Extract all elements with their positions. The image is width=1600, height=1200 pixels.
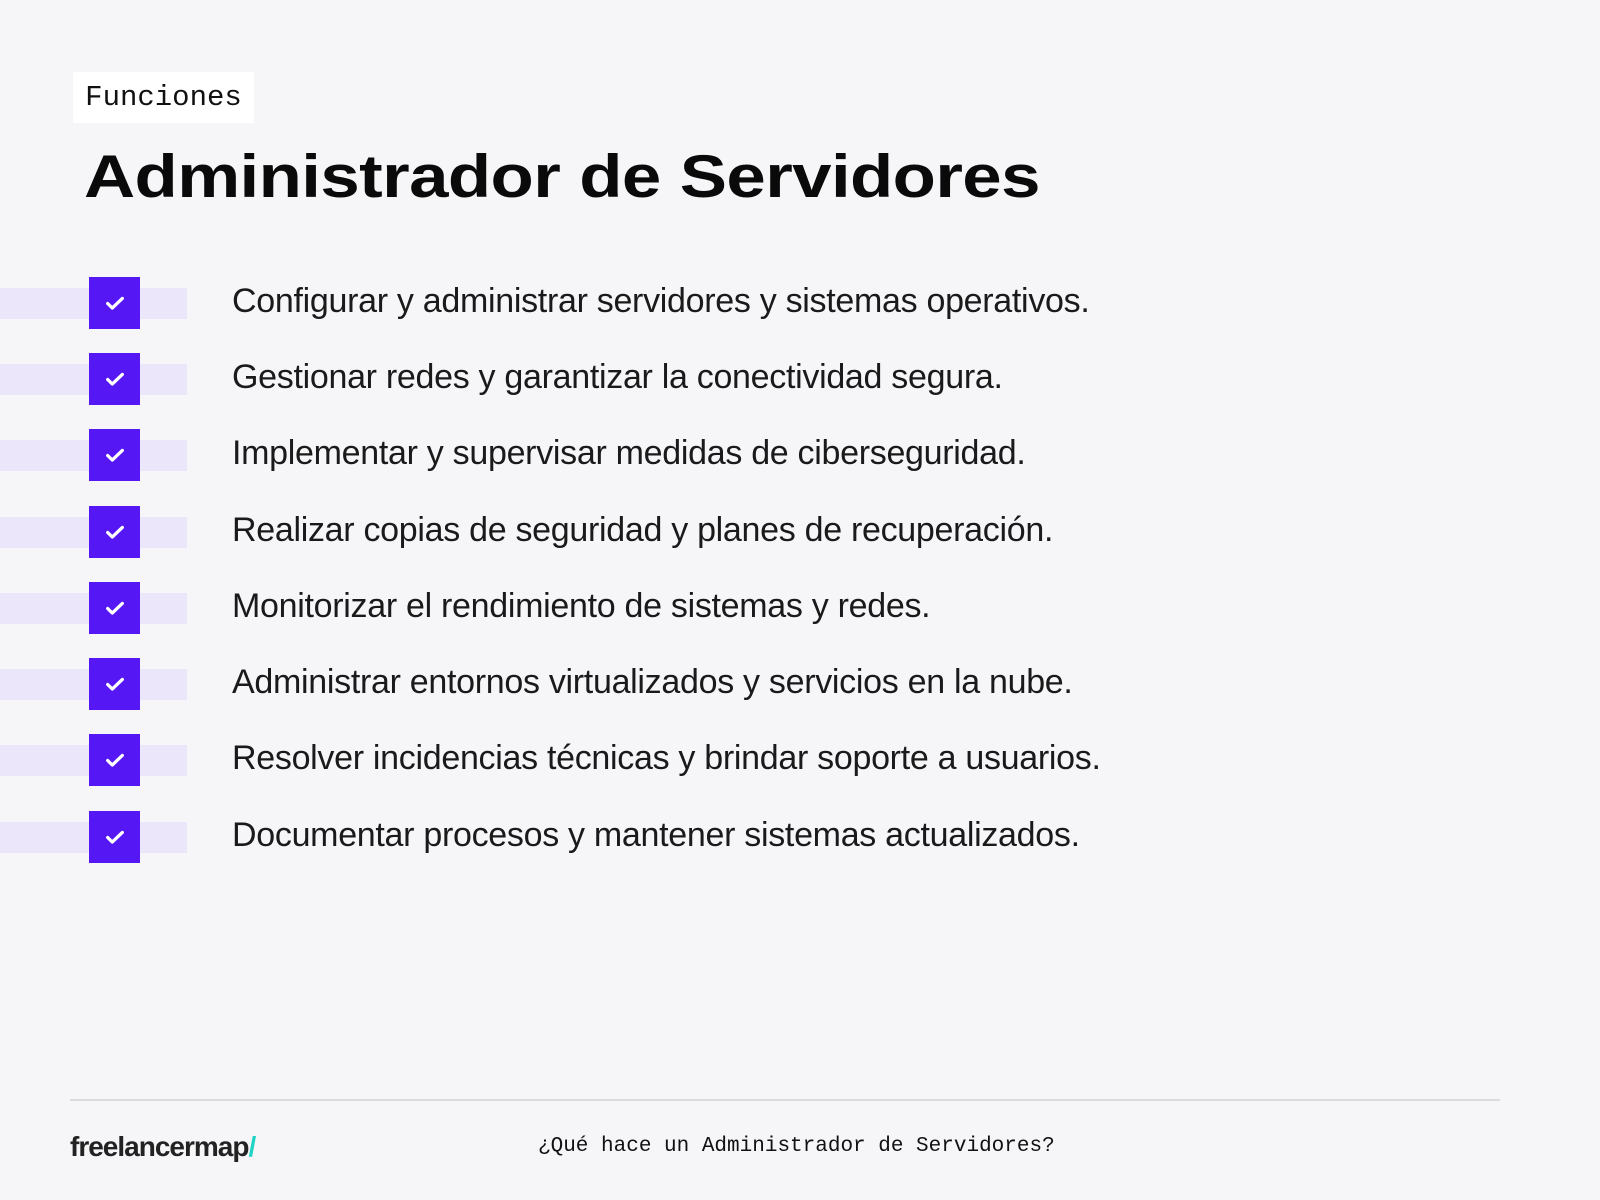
footer-caption: ¿Qué hace un Administrador de Servidores? xyxy=(538,1135,1055,1158)
checkmark-icon xyxy=(104,749,126,771)
checklist-item-text: Monitorizar el rendimiento de sistemas y redes. xyxy=(232,587,931,625)
logo-text: freelancermap xyxy=(70,1131,249,1162)
checklist-item xyxy=(0,277,1400,329)
checklist-item xyxy=(0,353,1400,405)
checkmark-icon xyxy=(104,597,126,619)
checkbox-checked xyxy=(89,429,140,481)
page-title: Administrador de Servidores xyxy=(84,143,1040,210)
checkmark-icon xyxy=(104,368,126,390)
checkbox-checked xyxy=(89,582,140,634)
checklist-item-text: Configurar y administrar servidores y sistemas operativos. xyxy=(232,282,1090,320)
section-tag-label: Funciones xyxy=(85,81,242,114)
checklist-item-text: Gestionar redes y garantizar la conectividad segura. xyxy=(232,358,1003,396)
checkmark-icon xyxy=(104,444,126,466)
checkbox-checked xyxy=(89,353,140,405)
checklist-item-text: Administrar entornos virtualizados y servicios en la nube. xyxy=(232,663,1073,701)
checklist-item xyxy=(0,658,1400,710)
checklist-item xyxy=(0,734,1400,786)
checkmark-icon xyxy=(104,292,126,314)
checkmark-icon xyxy=(104,826,126,848)
checkbox-checked xyxy=(89,811,140,863)
checklist-item-text: Realizar copias de seguridad y planes de recuperación. xyxy=(232,511,1054,549)
checklist-item-text: Documentar procesos y mantener sistemas actualizados. xyxy=(232,816,1080,854)
checklist-item xyxy=(0,582,1400,634)
checklist-item xyxy=(0,811,1400,863)
checkbox-checked xyxy=(89,658,140,710)
checkbox-checked xyxy=(89,734,140,786)
footer-divider xyxy=(70,1099,1500,1101)
checkmark-icon xyxy=(104,673,126,695)
checkmark-icon xyxy=(104,521,126,543)
checklist-item-text: Implementar y supervisar medidas de ciberseguridad. xyxy=(232,434,1026,472)
section-tag xyxy=(73,72,254,123)
checkbox-checked xyxy=(89,277,140,329)
logo-slash: / xyxy=(248,1131,256,1162)
checklist-item-text: Resolver incidencias técnicas y brindar soporte a usuarios. xyxy=(232,739,1101,777)
freelancermap-logo xyxy=(70,1131,255,1163)
checklist-item xyxy=(0,429,1400,481)
checkbox-checked xyxy=(89,506,140,558)
checklist-item xyxy=(0,506,1400,558)
